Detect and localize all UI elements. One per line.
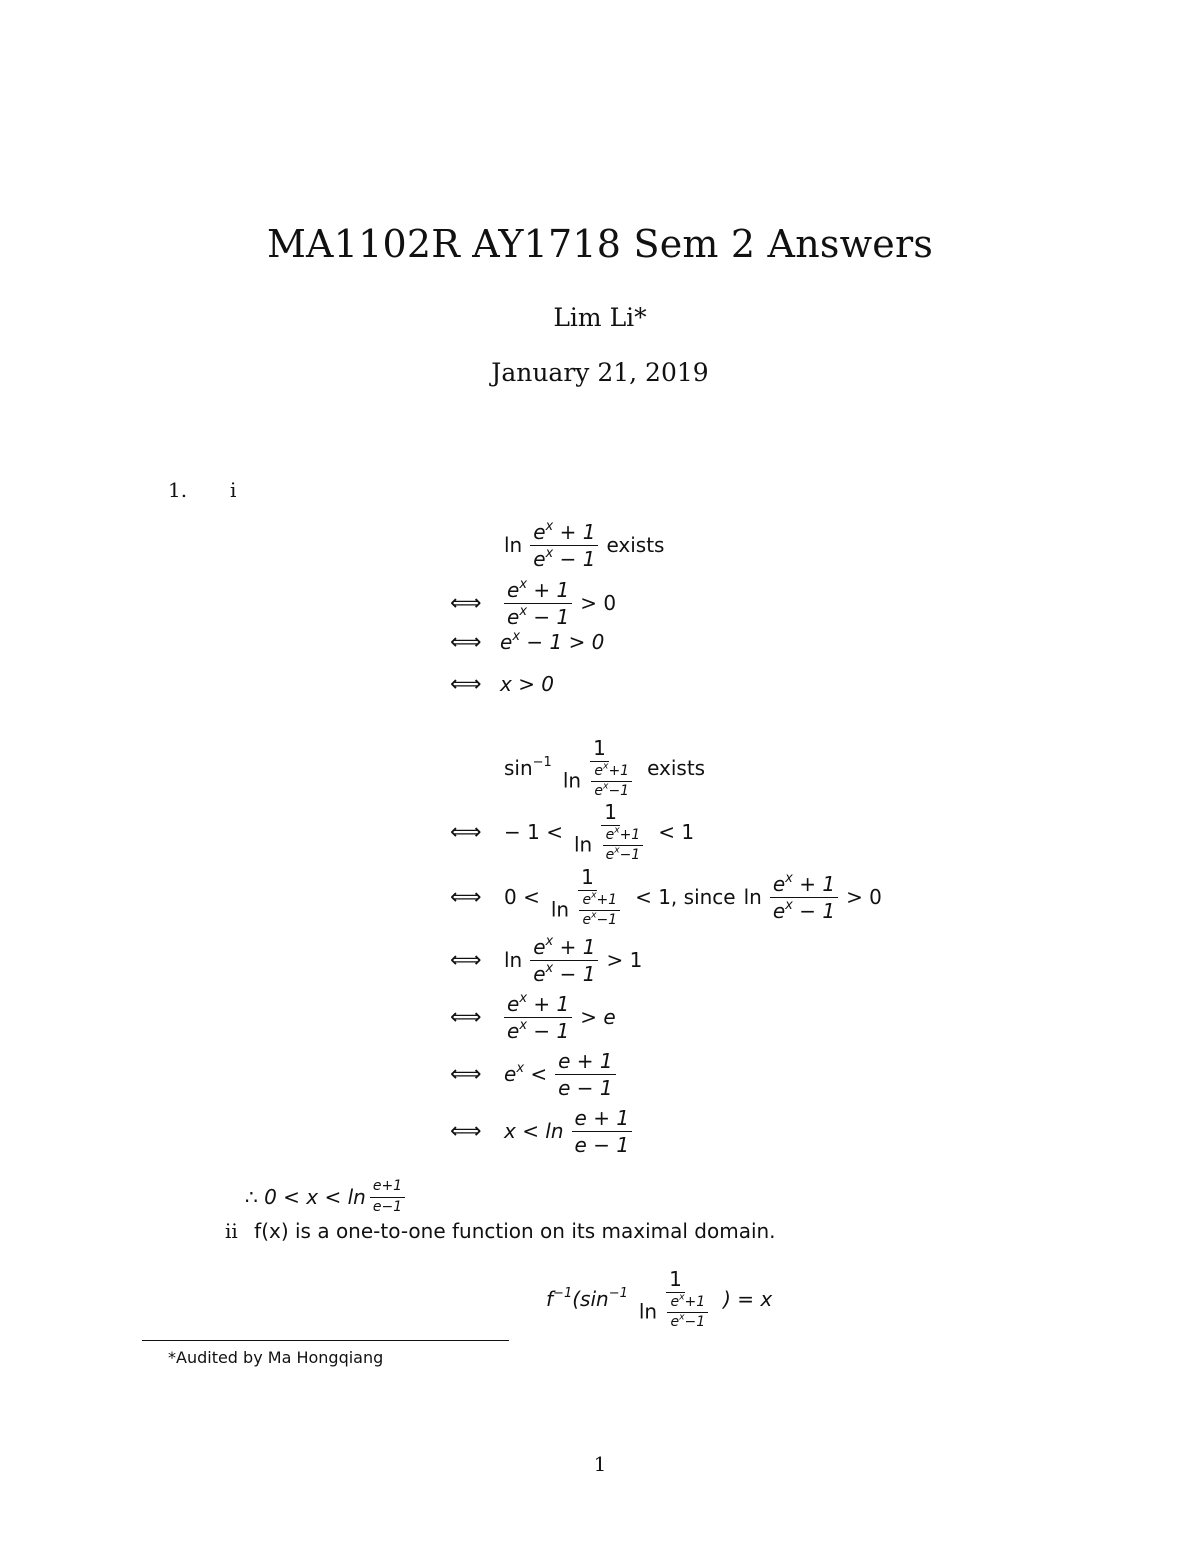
fraction bbox=[572, 1107, 633, 1156]
block1-line1 bbox=[450, 518, 668, 572]
fraction-numerator: $e^x + 1$ bbox=[530, 936, 598, 961]
inverse-equation bbox=[542, 1268, 776, 1330]
fraction-denominator bbox=[571, 826, 650, 864]
part-ii-label: ii bbox=[225, 1219, 238, 1243]
fraction-numerator: $e^x + 1$ bbox=[530, 521, 598, 546]
ln-operator: ln bbox=[638, 1299, 658, 1323]
small-numerator: e+1 bbox=[370, 1179, 405, 1197]
block2-line6 bbox=[450, 1047, 620, 1101]
small-denominator: e−1 bbox=[372, 1198, 403, 1215]
fraction-denominator: $e^x - 1$ bbox=[533, 545, 596, 571]
small-fraction bbox=[370, 1179, 405, 1215]
inequality-tail: < 1 bbox=[658, 820, 695, 844]
fraction-denominator: $e^x - 1$ bbox=[507, 1017, 570, 1043]
iff-symbol: ⟺ bbox=[450, 590, 482, 616]
part-ii bbox=[225, 1219, 776, 1243]
block2-line2 bbox=[450, 799, 698, 863]
small-fraction bbox=[667, 1292, 708, 1331]
block1-line4 bbox=[450, 664, 554, 704]
inequality-tail: > 0 bbox=[846, 885, 882, 909]
fraction-numerator: 1 bbox=[601, 801, 620, 826]
ln-operator: ln bbox=[504, 533, 523, 557]
block2-line1 bbox=[450, 735, 709, 799]
inequality-head: 0 < bbox=[504, 885, 540, 909]
ln-operator: ln bbox=[562, 768, 582, 792]
since-text: < 1, since bbox=[635, 885, 736, 909]
ln-operator: ln bbox=[743, 885, 762, 909]
inequality-tail: > e bbox=[580, 1005, 616, 1029]
fraction bbox=[555, 1050, 616, 1099]
date: January 21, 2019 bbox=[491, 358, 709, 387]
fraction-denominator: e − 1 bbox=[558, 1075, 613, 1100]
fraction-denominator: $e^x - 1$ bbox=[533, 960, 596, 986]
fraction-denominator bbox=[548, 891, 627, 929]
fraction-denominator: e − 1 bbox=[574, 1132, 630, 1157]
page-number: 1 bbox=[593, 1452, 607, 1476]
iff-symbol: ⟺ bbox=[450, 1004, 482, 1030]
fraction bbox=[530, 518, 598, 571]
inequality-head: − 1 < bbox=[504, 820, 563, 844]
fraction bbox=[770, 870, 838, 923]
conclusion-text: ∴ 0 < x < ln bbox=[245, 1185, 366, 1209]
iff-symbol: ⟺ bbox=[450, 629, 482, 655]
fraction-numerator: $e^x + 1$ bbox=[770, 873, 838, 898]
inverse-head: $f^{-1}(\sin^{-1}$ bbox=[546, 1285, 628, 1311]
fraction bbox=[504, 576, 572, 629]
small-numerator: $e^x+1$ bbox=[603, 828, 644, 846]
part-i-label: i bbox=[230, 478, 237, 502]
footnote-rule bbox=[142, 1340, 509, 1341]
inequality-tail: > 0 bbox=[580, 591, 617, 615]
small-numerator: $e^x+1$ bbox=[667, 1295, 708, 1313]
ln-operator: ln bbox=[573, 832, 593, 856]
fraction bbox=[571, 801, 650, 864]
exists-text: exists bbox=[647, 756, 706, 780]
fraction bbox=[504, 990, 572, 1043]
small-denominator: $e^x-1$ bbox=[670, 1312, 706, 1330]
fraction-numerator: e + 1 bbox=[572, 1107, 633, 1132]
iff-symbol: ⟺ bbox=[450, 947, 482, 973]
small-denominator: $e^x-1$ bbox=[582, 910, 618, 928]
part-ii-statement: f(x) is a one-to-one function on its maximal domain. bbox=[254, 1219, 776, 1243]
footnote: *Audited by Ma Hongqiang bbox=[168, 1348, 384, 1367]
iff-symbol: ⟺ bbox=[450, 1061, 482, 1087]
block2-line7 bbox=[450, 1104, 636, 1158]
small-fraction bbox=[603, 825, 644, 864]
small-numerator: $e^x+1$ bbox=[591, 764, 632, 782]
iff-symbol: ⟺ bbox=[450, 819, 482, 845]
inverse-tail: ) = x bbox=[723, 1287, 773, 1311]
small-numerator: $e^x+1$ bbox=[579, 893, 620, 911]
fraction bbox=[560, 737, 639, 800]
ln-operator: ln bbox=[504, 948, 523, 972]
small-denominator: $e^x-1$ bbox=[605, 845, 641, 863]
fraction-numerator: 1 bbox=[666, 1268, 685, 1293]
page-title: MA1102R AY1718 Sem 2 Answers bbox=[266, 222, 934, 266]
ln-operator: ln bbox=[550, 897, 570, 921]
fraction-numerator: 1 bbox=[590, 737, 609, 762]
exists-text: exists bbox=[606, 533, 665, 557]
block2-line5 bbox=[450, 990, 620, 1044]
iff-symbol: ⟺ bbox=[450, 671, 482, 697]
fraction bbox=[636, 1268, 715, 1331]
fraction-denominator bbox=[560, 762, 639, 800]
fraction-numerator: 1 bbox=[578, 866, 597, 891]
fraction bbox=[548, 866, 627, 929]
inequality-tail: > 1 bbox=[606, 948, 643, 972]
inequality-head: x < ln bbox=[504, 1119, 564, 1143]
small-denominator: $e^x-1$ bbox=[594, 781, 630, 799]
block2-line3 bbox=[450, 866, 886, 928]
fraction-numerator: e + 1 bbox=[555, 1050, 616, 1075]
fraction-denominator: $e^x - 1$ bbox=[507, 603, 570, 629]
block2-line4 bbox=[450, 933, 646, 987]
fraction bbox=[530, 933, 598, 986]
fraction-numerator: $e^x + 1$ bbox=[504, 993, 572, 1018]
small-fraction bbox=[579, 890, 620, 929]
inequality: $e^x - 1 > 0$ bbox=[500, 628, 605, 654]
author: Lim Li* bbox=[553, 303, 647, 332]
iff-symbol: ⟺ bbox=[450, 1118, 482, 1144]
iff-symbol: ⟺ bbox=[450, 884, 482, 910]
block1-line3 bbox=[450, 622, 604, 662]
conclusion bbox=[245, 1180, 409, 1214]
inequality: x > 0 bbox=[500, 672, 555, 696]
arcsin-operator: $\sin^{-1}$ bbox=[504, 754, 552, 780]
question-number: 1. bbox=[168, 478, 188, 502]
fraction-numerator: $e^x + 1$ bbox=[504, 579, 572, 604]
small-fraction bbox=[591, 761, 632, 800]
fraction-denominator: $e^x - 1$ bbox=[772, 897, 836, 923]
inequality-head: $e^x$ < bbox=[504, 1060, 548, 1086]
fraction-denominator bbox=[636, 1293, 715, 1331]
